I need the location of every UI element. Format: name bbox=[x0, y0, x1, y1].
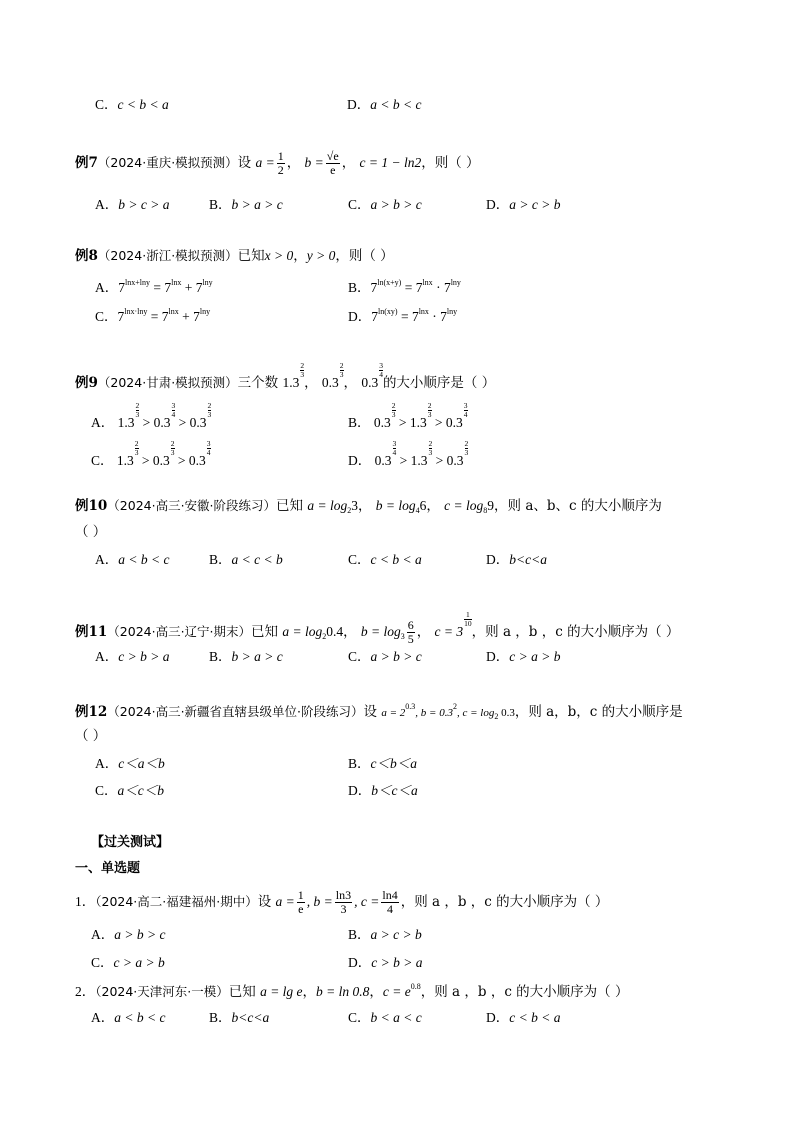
ex12-option-a: A．c＜a＜b bbox=[95, 756, 165, 771]
q1-a-fraction: $\frac{1}{e}$ bbox=[297, 888, 304, 917]
ex11-option-d: D．c > a > b bbox=[486, 649, 561, 664]
q2-option-c: C．b < a < c bbox=[348, 1010, 422, 1025]
ex8-option-d: D．$7^{ln(xy)} = 7^{lnx} \cdot 7^{lny}$ bbox=[348, 307, 458, 324]
ex12-option-d: D．b＜c＜a bbox=[348, 783, 418, 798]
ex9-num-1: 1.3 $\frac{2}{3}$ bbox=[282, 361, 305, 390]
ex9-stem: 例9（2024·甘肃·模拟预测）三个数 1.3 $\frac{2}{3}$ ， 0.3 $\frac{2}{3}$ ， 0.3 $\frac{3}{4}$ 的大小顺序是（ ） bbox=[75, 361, 496, 391]
ex10-option-b: B．a < c < b bbox=[209, 552, 283, 567]
ex7-option-a: A．b > c > a bbox=[95, 197, 170, 212]
ex9-option-a: A． 1.3 $\frac{2}{3}$ > 0.3 $\frac{3}{4}$ > 0.3 $\frac{2}{3}$ bbox=[91, 401, 212, 430]
ex12-option-c: C．a＜c＜b bbox=[95, 783, 165, 798]
ex9-option-b: B． 0.3 $\frac{2}{3}$ > 1.3 $\frac{2}{3}$ > 0.3 $\frac{3}{4}$ bbox=[348, 401, 468, 430]
ex10-answer-paren: （ ） bbox=[75, 524, 107, 540]
ex9-option-d: D． 0.3 $\frac{3}{4}$ > 1.3 $\frac{2}{3}$ > 0.3 $\frac{2}{3}$ bbox=[348, 439, 469, 468]
q1-c-fraction: $\frac{\ln 4}{4}$ bbox=[382, 888, 398, 917]
prev-option-d: D．a < b < c bbox=[347, 97, 422, 112]
ex7-option-c: C．a > b > c bbox=[348, 197, 422, 212]
q2-option-b: B．b<c<a bbox=[209, 1010, 270, 1025]
ex9-num-2: 0.3 $\frac{2}{3}$ bbox=[321, 361, 344, 390]
q1-option-d: D．c > b > a bbox=[348, 955, 423, 970]
ex7-option-d: D．a > c > b bbox=[486, 197, 561, 212]
prev-option-c: C．c < b < a bbox=[95, 97, 169, 112]
q1-option-a: A．a > b > c bbox=[91, 927, 166, 942]
q1-option-b: B．a > c > b bbox=[348, 927, 422, 942]
ex10-stem: 例10（2024·高三·安徽·阶段练习）已知 $a = \log_23$， $b = \log_46$， $c = \log_89$，则 a、b、c 的大小顺序为 bbox=[75, 498, 662, 515]
ex7-stem: 例7（2024·重庆·模拟预测）设 a = $\frac{1}{2}$ ， b = $\frac{√e}{e}$ ， c = 1 − ln2，则（ ） bbox=[75, 149, 480, 178]
ex7-option-b: B．b > a > c bbox=[209, 197, 283, 212]
ex7-b-fraction: $\frac{√e}{e}$ bbox=[326, 149, 339, 178]
ex7-a-fraction: $\frac{1}{2}$ bbox=[277, 149, 284, 178]
ex11-option-c: C．a > b > c bbox=[348, 649, 422, 664]
ex11-option-b: B．b > a > c bbox=[209, 649, 283, 664]
ex8-option-b: B．$7^{ln(x+y)} = 7^{lnx} \cdot 7^{lny}$ bbox=[348, 278, 461, 295]
ex8-option-c: C．$7^{lnx\cdot lny} = 7^{lnx} + 7^{lny}$ bbox=[95, 307, 211, 324]
ex8-option-a: A．$7^{lnx+lny} = 7^{lnx} + 7^{lny}$ bbox=[95, 278, 213, 295]
q2-stem: 2．（2024·天津河东·一模）已知 a = lg e，b = ln 0.8，$c = e^{0.8}$，则 a ，b ，c 的大小顺序为（ ） bbox=[75, 982, 629, 1000]
q1-option-c: C．c > a > b bbox=[91, 955, 165, 970]
ex12-option-b: B．c＜b＜a bbox=[348, 756, 418, 771]
ex11-b-fraction: $\frac{6}{5}$ bbox=[407, 617, 414, 646]
q1-stem: 1．（2024·高二·福建福州·期中）设 a = $\frac{1}{e}$ , b = $\frac{\ln 3}{3}$ , c = $\frac{\ln 4}{4}$ ，则 a ，b ，c 的大小顺序为（ ） bbox=[75, 888, 609, 917]
ex10-option-a: A．a < b < c bbox=[95, 552, 170, 567]
ex12-stem: 例12（2024·高三·新疆省直辖县级单位·阶段练习）设 $a = 2^{0.3}$, $b = 0.3^2$, $c = \log_2 0.3$，则 a，b，c 的大小顺序是 bbox=[75, 702, 683, 721]
test-heading: 【过关测试】 bbox=[91, 835, 170, 850]
q2-option-a: A．a < b < c bbox=[91, 1010, 166, 1025]
ex11-stem: 例11（2024·高三·辽宁·期末）已知 $a = \log_20.4$， $b = \log_3$ $\frac{6}{5}$ ， c = 3 $\frac{1}{10}$ ，则 a ，b ，c 的大小顺序为（ ） bbox=[75, 610, 680, 646]
q2-option-d: D．c < b < a bbox=[486, 1010, 561, 1025]
section-title: 一、单选题 bbox=[75, 861, 141, 876]
q1-b-fraction: $\frac{\ln 3}{3}$ bbox=[335, 888, 352, 917]
ex9-num-3: 0.3 $\frac{3}{4}$ bbox=[361, 361, 383, 390]
ex9-option-c: C． 1.3 $\frac{2}{3}$ > 0.3 $\frac{2}{3}$ > 0.3 $\frac{3}{4}$ bbox=[91, 439, 211, 468]
ex10-option-d: D．b<c<a bbox=[486, 552, 547, 567]
ex12-answer-paren: （ ） bbox=[75, 728, 107, 744]
ex11-option-a: A．c > b > a bbox=[95, 649, 170, 664]
ex10-option-c: C．c < b < a bbox=[348, 552, 422, 567]
ex8-stem: 例8（2024·浙江·模拟预测）已知x > 0，y > 0，则（ ） bbox=[75, 248, 394, 264]
